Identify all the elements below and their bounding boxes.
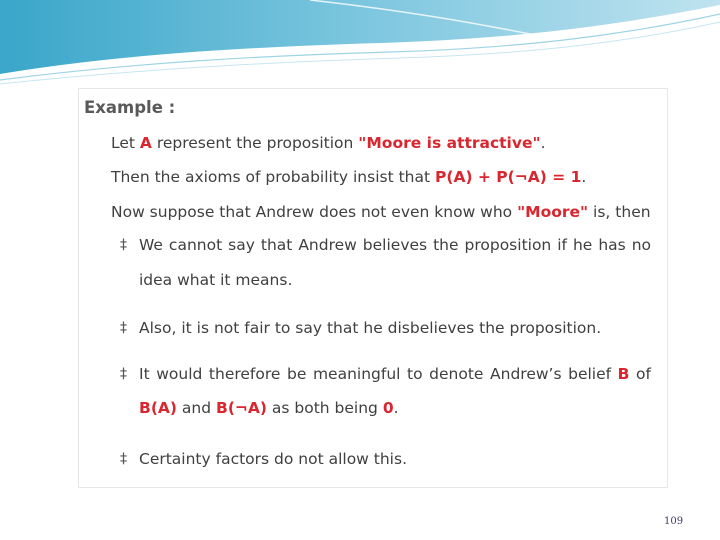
bullet-marker: ‡	[120, 320, 127, 336]
bullet-1-line-1: We cannot say that Andrew believes the proposition if he has no	[139, 236, 651, 254]
bullet-3-line-2: B(A) and B(¬A) as both being 0.	[139, 399, 399, 417]
line-let-a: Let A represent the proposition "Moore is attractive".	[111, 134, 546, 152]
slide-title: Example :	[84, 98, 176, 117]
bullet-1-line-2: idea what it means.	[139, 271, 293, 289]
header-wave-decoration	[0, 0, 720, 90]
bullet-marker: ‡	[120, 366, 127, 382]
bullet-marker: ‡	[120, 451, 127, 467]
bullet-marker: ‡	[120, 237, 127, 253]
line-suppose: Now suppose that Andrew does not even know who "Moore" is, then	[111, 203, 651, 221]
bullet-4-line-1: Certainty factors do not allow this.	[139, 450, 407, 468]
bullet-2-line-1: Also, it is not fair to say that he disbelieves the proposition.	[139, 319, 602, 337]
bullet-3-line-1: It would therefore be meaningful to denote Andrew’s belief B of	[139, 365, 651, 383]
page-number: 109	[664, 516, 684, 527]
line-axioms: Then the axioms of probability insist that P(A) + P(¬A) = 1.	[111, 168, 587, 186]
